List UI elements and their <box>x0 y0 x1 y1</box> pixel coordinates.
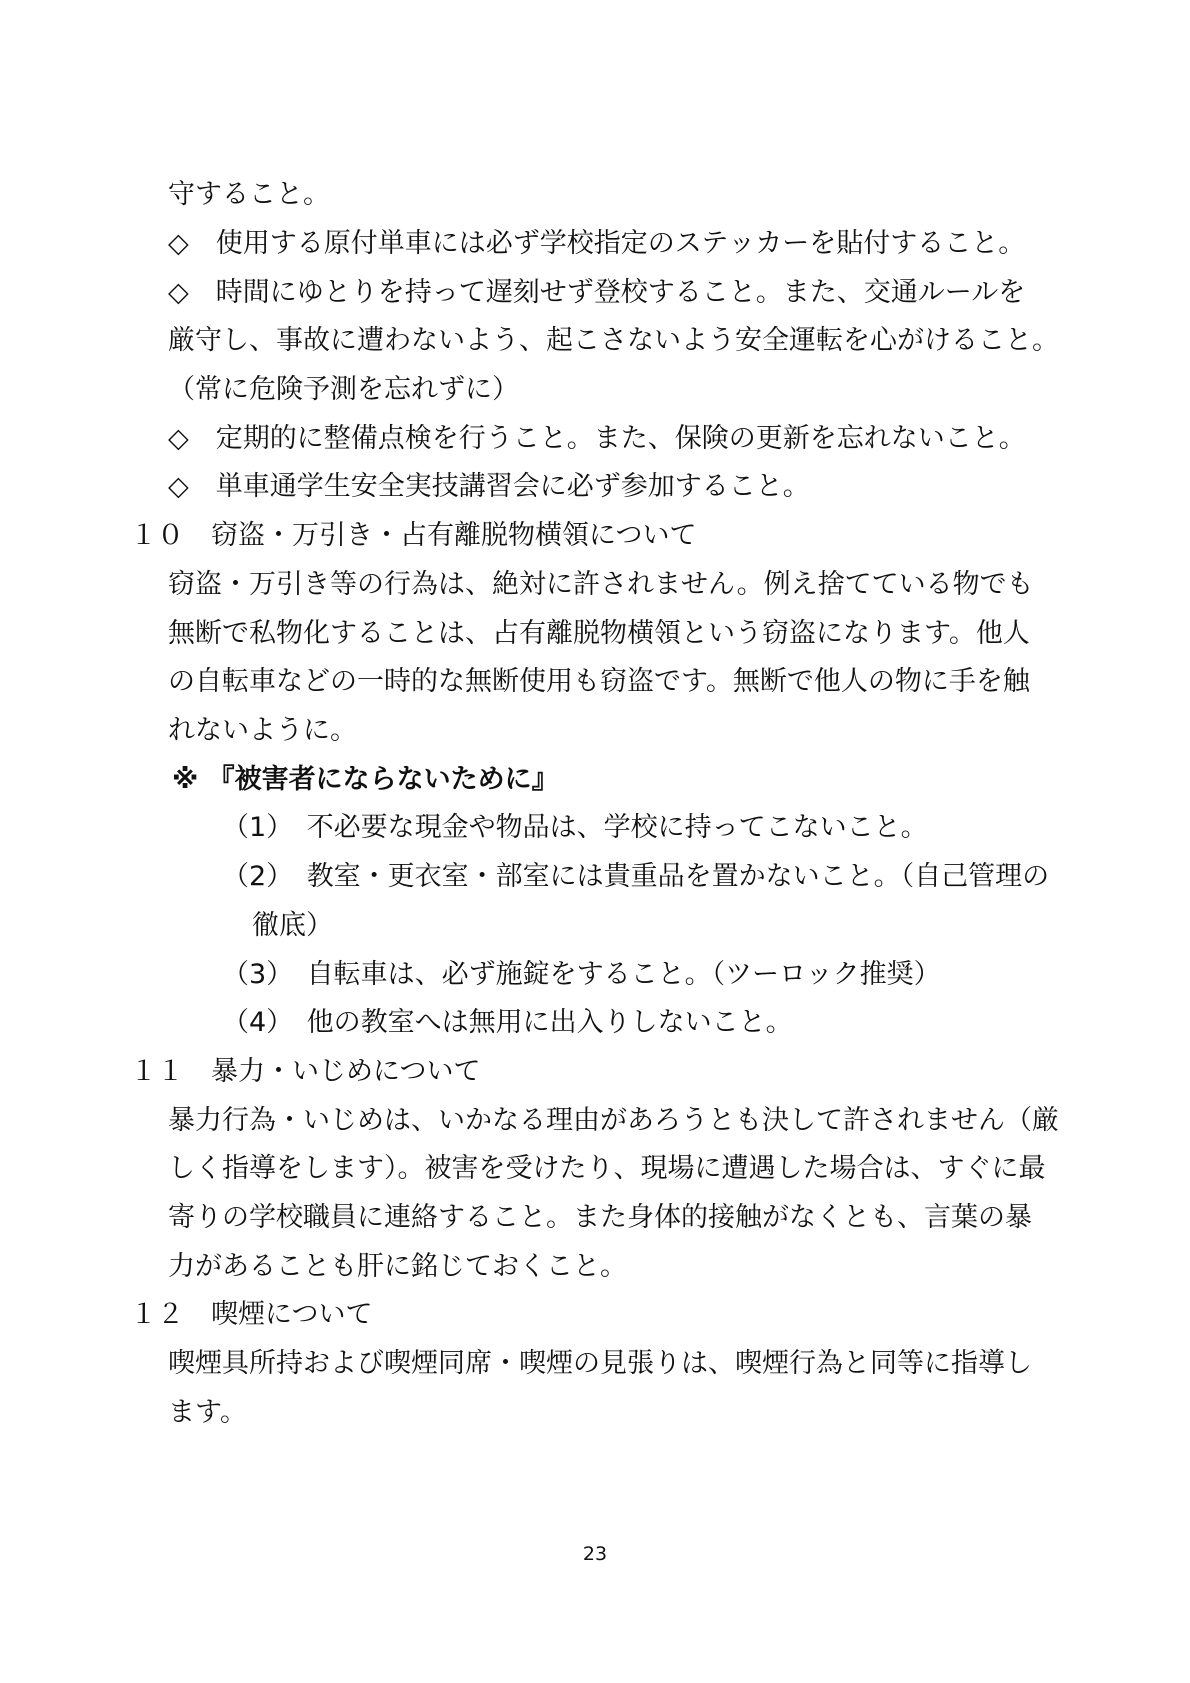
bullet-item-training: ◇ 単車通学生安全実技講習会に必ず参加すること。 <box>168 471 810 502</box>
section-heading-10: １０ 窃盗・万引き・占有離脱物横領について <box>130 520 697 551</box>
body-text-line: しく指導をします）。被害を受けたり、現場に遭遇した場合は、すぐに最 <box>168 1153 1046 1184</box>
body-text-line: れないように。 <box>168 715 357 746</box>
body-text-line: 窃盗・万引き等の行為は、絶対に許されません。例え捨てている物でも <box>168 569 1034 600</box>
page-number: 23 <box>582 1543 608 1565</box>
numbered-item-3: （3） 自転車は、必ず施錠をすること。（ツーロック推奨） <box>222 959 941 990</box>
bullet-item-sticker: ◇ 使用する原付単車には必ず学校指定のステッカーを貼付すること。 <box>168 228 1026 259</box>
numbered-item-1: （1） 不必要な現金や物品は、学校に持ってこないこと。 <box>222 812 928 843</box>
body-text-line: 厳守し、事故に遭わないよう、起こさないよう安全運転を心がけること。 <box>168 325 1059 356</box>
section-heading-12: １２ 喫煙について <box>130 1299 373 1330</box>
body-text-line: 寄りの学校職員に連絡すること。また身体的接触がなくとも、言葉の暴 <box>168 1202 1032 1233</box>
body-text-line: 喫煙具所持および喫煙同席・喫煙の見張りは、喫煙行為と同等に指導し <box>168 1348 1032 1379</box>
bullet-item-inspection: ◇ 定期的に整備点検を行うこと。また、保険の更新を忘れないこと。 <box>168 423 1026 454</box>
section-heading-11: １１ 暴力・いじめについて <box>130 1056 481 1087</box>
body-text-line: 守すること。 <box>168 179 330 210</box>
body-text-line: 暴力行為・いじめは、いかなる理由があろうとも決して許されません（厳 <box>168 1105 1059 1136</box>
body-text-line: 無断で私物化することは、占有離脱物横領という窃盗になります。他人 <box>168 618 1030 649</box>
body-text-line: （常に危険予測を忘れずに） <box>168 374 519 405</box>
bullet-item-commute: ◇ 時間にゆとりを持って遅刻せず登校すること。また、交通ルールを <box>168 277 1026 308</box>
body-text-line: 徹底） <box>252 910 333 941</box>
numbered-item-4: （4） 他の教室へは無用に出入りしないこと。 <box>222 1007 793 1038</box>
subheading-not-victim: ※ 『被害者にならないために』 <box>172 764 559 795</box>
body-text-line: の自転車などの一時的な無断使用も窃盗です。無断で他人の物に手を触 <box>168 666 1030 697</box>
body-text-line: 力があることも肝に銘じておくこと。 <box>168 1251 627 1282</box>
numbered-item-2: （2） 教室・更衣室・部室には貴重品を置かないこと。（自己管理の <box>222 861 1050 892</box>
body-text-line: ます。 <box>168 1397 247 1428</box>
